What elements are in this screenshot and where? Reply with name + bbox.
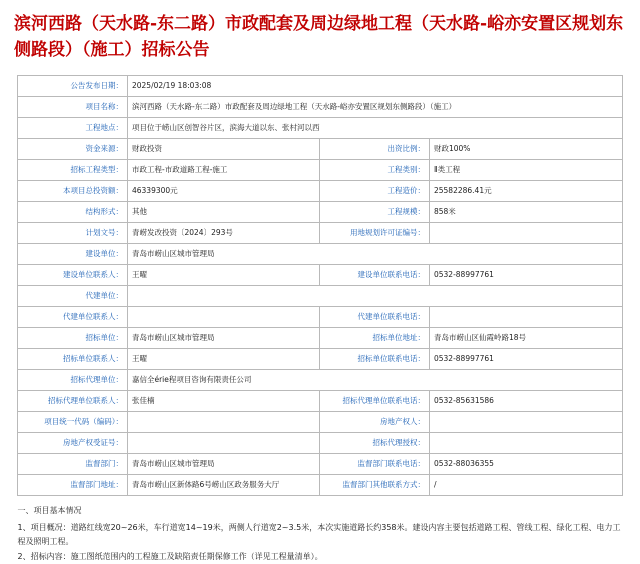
field-value: 青岛市崂山区新体路6号崂山区政务服务大厅 [127,475,319,496]
field-value [429,223,622,244]
table-row [17,160,622,181]
field-value [429,433,622,454]
page-title: 滨河西路（天水路-东二路）市政配套及周边绿地工程（天水路-峪亦安置区规划东侧路段）（施工）招标公告 [14,14,624,60]
field-label: 代建单位联系人： [17,307,127,328]
field-label: 招标单位： [17,328,127,349]
field-label: 项目名称： [17,97,127,118]
field-value: 0532-85631586 [429,391,622,412]
overview-heading: 一、项目基本情况 [17,506,82,515]
project-info-table [17,75,623,496]
field-label: 工程类别： [319,160,429,181]
table-row [17,265,622,286]
field-label: 出资比例： [319,139,429,160]
field-value: 项目位于崂山区创智谷片区，滨海大道以东、张村河以西 [127,118,622,139]
field-value: 其他 [127,202,319,223]
field-value: 0532-88997761 [429,265,622,286]
table-row [17,118,622,139]
field-label: 本项目总投资额： [17,181,127,202]
overview-line: 1、项目概况：道路红线宽20~26米，车行道宽14~19米，两侧人行道宽2~3.5米，本次实施道路长约358米。建设内容主要包括道路工程、管线工程、绿化工程、电力工程及照明工程。 [17,523,621,546]
table-row [17,412,622,433]
field-value: 25582286.41元 [429,181,622,202]
field-label: 监督部门其他联系方式： [319,475,429,496]
field-value [127,412,319,433]
table-row [17,370,622,391]
field-label: 项目统一代码（编码）： [17,412,127,433]
field-value [127,307,319,328]
table-row [17,475,622,496]
field-label: 建设单位联系人： [17,265,127,286]
field-label: 结构形式： [17,202,127,223]
field-label: 监督部门： [17,454,127,475]
field-label: 工程造价： [319,181,429,202]
field-value [127,433,319,454]
field-label: 招标代理单位： [17,370,127,391]
table-row [17,202,622,223]
table-row [17,286,622,307]
field-value: 青岛市崂山区城市管理局 [127,328,319,349]
table-row [17,244,622,265]
field-value: 青崂发改投资〔2024〕293号 [127,223,319,244]
field-label: 监督部门联系电话： [319,454,429,475]
field-label: 工程地点： [17,118,127,139]
field-label: 房地产权人： [319,412,429,433]
field-label: 招标代理单位联系电话： [319,391,429,412]
field-value: 财政100% [429,139,622,160]
field-label: 工程规模： [319,202,429,223]
field-value: 0532-88997761 [429,349,622,370]
field-label: 建设单位： [17,244,127,265]
field-label: 招标单位联系人： [17,349,127,370]
field-value: 青岛市崂山区城市管理局 [127,454,319,475]
field-label: 代建单位联系电话： [319,307,429,328]
field-value: 青岛市崂山区城市管理局 [127,244,622,265]
field-value [127,286,622,307]
field-label: 用地规划许可证编号： [319,223,429,244]
table-row [17,139,622,160]
table-row [17,433,622,454]
field-label: 监督部门地址： [17,475,127,496]
field-value: 嘉信全érie程项目咨询有限责任公司 [127,370,622,391]
table-row [17,223,622,244]
field-value [429,412,622,433]
field-label: 招标代理授权： [319,433,429,454]
field-label: 代建单位： [17,286,127,307]
field-value: 市政工程-市政道路工程-施工 [127,160,319,181]
field-value: 王曜 [127,349,319,370]
table-row [17,97,622,118]
project-overview-section [18,504,623,564]
field-value: 财政投资 [127,139,319,160]
overview-line: 2、招标内容：施工图纸范围内的工程施工及缺陷责任期保修工作（详见工程量清单）。 [17,552,323,561]
field-value: 858米 [429,202,622,223]
field-value: 46339300元 [127,181,319,202]
field-value: 2025/02/19 18:03:08 [127,76,622,97]
table-row [17,307,622,328]
field-value: 张佳楠 [127,391,319,412]
table-row [17,391,622,412]
field-value [429,307,622,328]
field-label: 房地产权受证号： [17,433,127,454]
table-row [17,181,622,202]
field-label: 招标工程类型： [17,160,127,181]
field-label: 资金来源： [17,139,127,160]
field-value: 王曜 [127,265,319,286]
field-label: 招标代理单位联系人： [17,391,127,412]
field-label: 公告发布日期： [17,76,127,97]
table-row [17,454,622,475]
field-value: 0532-88036355 [429,454,622,475]
field-label: 招标单位联系电话： [319,349,429,370]
field-value: 滨河西路（天水路-东二路）市政配套及周边绿地工程（天水路-峪亦安置区规划东侧路段）（施工） [127,97,622,118]
table-row [17,349,622,370]
field-value: 青岛市崂山区仙霞岭路18号 [429,328,622,349]
table-row [17,76,622,97]
field-label: 建设单位联系电话： [319,265,429,286]
field-value: / [429,475,622,496]
field-label: 计划文号： [17,223,127,244]
field-value: Ⅱ类工程 [429,160,622,181]
table-row [17,328,622,349]
project-info-body [17,76,622,496]
field-label: 招标单位地址： [319,328,429,349]
